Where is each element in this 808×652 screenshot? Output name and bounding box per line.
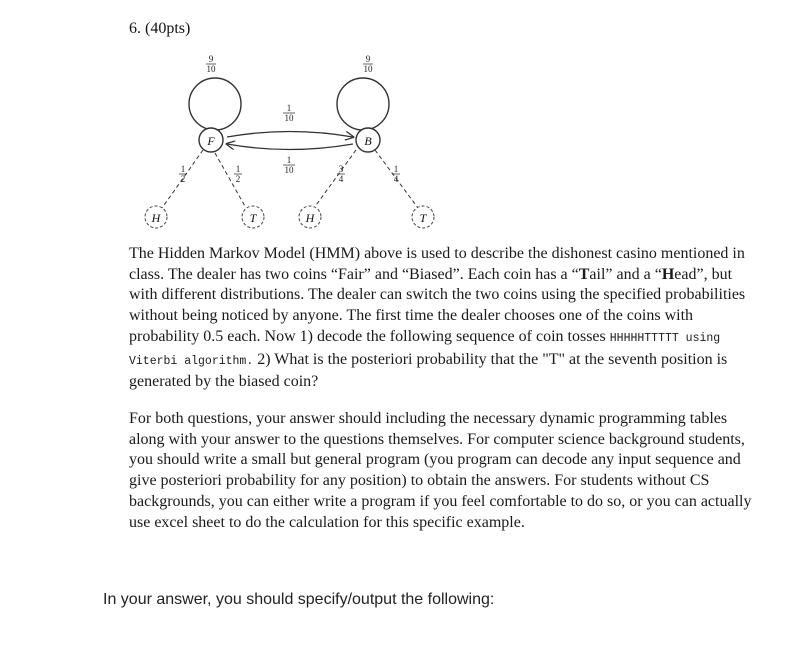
biased-emit-h-edge: [314, 150, 356, 208]
svg-text:4: 4: [338, 174, 344, 184]
svg-text:1: 1: [286, 103, 292, 113]
svg-text:9: 9: [208, 54, 214, 64]
description-part-1: The Hidden Markov Model (HMM) above is used to describe the dishonest casino mentioned in class. The dealer has two coins “Fair” and “Biased”. Each coin has a “: [129, 245, 745, 283]
svg-text:1: 1: [286, 155, 292, 165]
description-part-3: ead”, but with different distributions. The dealer can switch the two coins using the specified probabilities without being noticed by anyone. The first time the dealer chooses one of the coins with probability 0.5 each. Now 1) decode the following sequence of coin tosses: [129, 265, 746, 345]
hmm-diagram: [120, 40, 460, 240]
observation-t-2-label: T: [419, 211, 427, 225]
tail-initial: T: [578, 265, 590, 283]
description-part-2: ail” and a “: [589, 265, 662, 283]
biased-emit-t-prob: [392, 164, 400, 184]
fair-self-loop: [189, 78, 241, 130]
svg-text:2: 2: [235, 174, 241, 184]
svg-text:10: 10: [284, 113, 294, 123]
fair-self-prob: [206, 54, 216, 74]
biased-self-prob: [363, 54, 373, 74]
state-biased-label: B: [364, 134, 372, 148]
fair-to-biased-edge: [227, 132, 353, 138]
answer-requirements-line: In your answer, you should specify/output the following:: [103, 591, 495, 608]
biased-to-fair-prob: [283, 155, 295, 175]
biased-emit-h-prob: [337, 164, 345, 184]
observation-t-1-label: T: [249, 211, 257, 225]
biased-self-loop: [337, 78, 389, 130]
svg-text:3: 3: [338, 164, 344, 174]
svg-text:10: 10: [206, 64, 216, 74]
head-initial: H: [661, 265, 675, 283]
problem-description: [129, 244, 759, 393]
svg-text:10: 10: [363, 64, 373, 74]
state-fair-label: F: [207, 134, 215, 148]
fair-to-biased-prob: [283, 103, 295, 123]
coin-sequence-code: HHHHHTTTTT using Viterbi algorithm.: [129, 331, 721, 368]
svg-text:1: 1: [180, 164, 186, 174]
svg-text:1: 1: [393, 164, 399, 174]
fair-emit-h-prob: [179, 164, 187, 184]
svg-text:9: 9: [365, 54, 371, 64]
fair-emit-t-edge: [215, 153, 246, 208]
fair-emit-t-prob: [234, 164, 242, 184]
question-number: 6. (40pts): [129, 20, 191, 37]
svg-text:4: 4: [393, 174, 399, 184]
svg-text:2: 2: [180, 174, 186, 184]
instructions-paragraph: For both questions, your answer should including the necessary dynamic programming tables along with your answer to the questions themselves. For computer science background students, you should write a small but general program (you program can decode any input sequence and give posteriori probability for any position) to obtain the answers. For students without CS backgrounds, you can either write a program if you feel comfortable to do so, or you can actually use excel sheet to do the calculation for this specific example.: [129, 410, 752, 531]
description-part-4: 2) What is the posteriori probability that the "T" at the seventh position is generated by the biased coin?: [129, 350, 728, 391]
svg-text:10: 10: [284, 165, 294, 175]
biased-to-fair-edge: [227, 144, 353, 150]
observation-h-1-label: H: [151, 211, 161, 225]
svg-text:1: 1: [235, 164, 241, 174]
observation-h-2-label: H: [305, 211, 315, 225]
